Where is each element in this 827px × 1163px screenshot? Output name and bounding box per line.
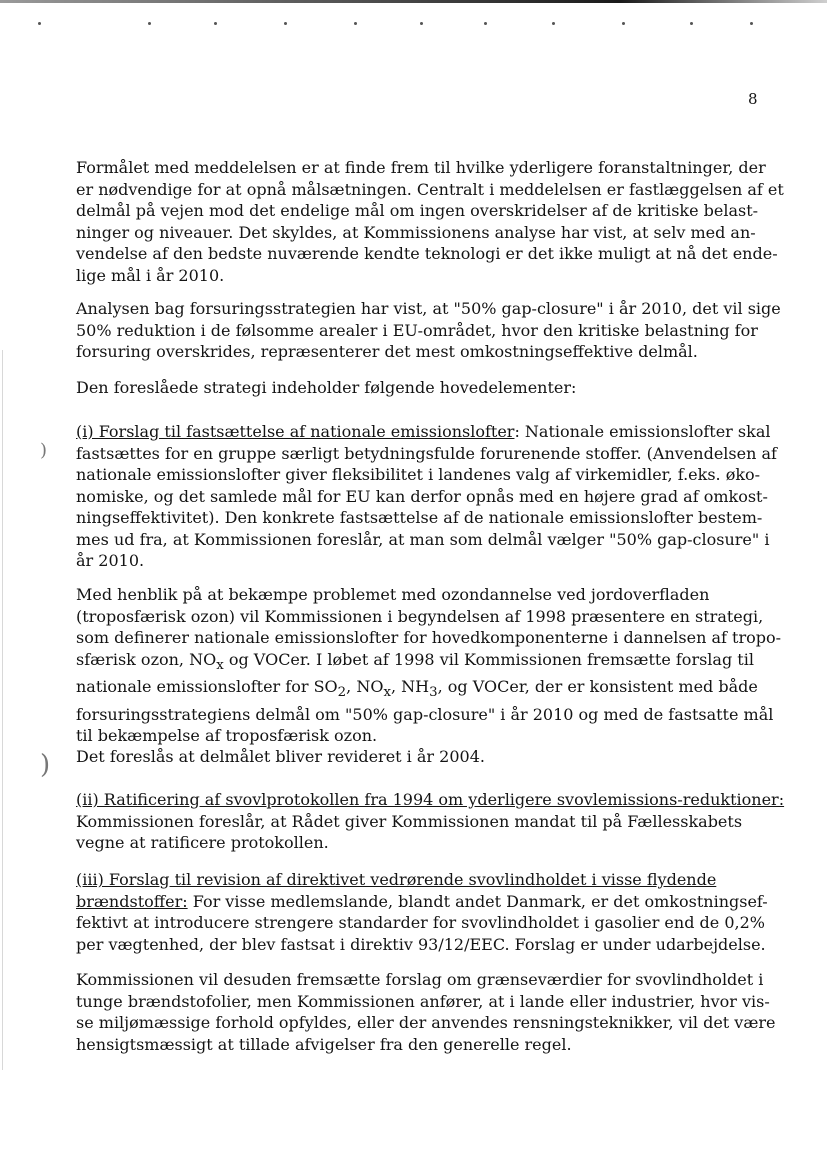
- text-line: ninger og niveauer. Det skyldes, at Kommissionens analyse har vist, at selv med an-: [76, 222, 756, 242]
- section-heading-i: (i) Forslag til fastsættelse af nationale emissionslofter: [76, 422, 515, 441]
- subscript: x: [383, 685, 391, 701]
- paragraph-item-iii: [76, 869, 766, 955]
- text-line: år 2010.: [76, 551, 145, 570]
- text-line: tunge brændstofolier, men Kommissionen anfører, at i lande eller industrier, hvor vis-: [76, 991, 770, 1011]
- text-line: forsuringsstrategiens delmål om "50% gap-closure" i år 2010 og med de fastsatte mål: [76, 704, 774, 724]
- text-line: se miljømæssige forhold opfyldes, eller der anvendes rensningsteknikker, vil det være: [76, 1013, 776, 1032]
- text-line: [76, 891, 766, 913]
- text-line: nomiske, og det samlede mål for EU kan derfor opnås med en højere grad af omkost-: [76, 486, 768, 506]
- text-line: nationale emissionslofter giver fleksibilitet i landenes valg af virkemidler, f.eks. øko-: [76, 465, 761, 484]
- scan-top-edge: [0, 0, 827, 3]
- text-line: delmål på vejen mod det endelige mål om ingen overskridelser af de kritiske belast-: [76, 201, 759, 220]
- text-line: Den foreslåede strategi indeholder følgende hovedelementer:: [76, 378, 577, 397]
- text-line: hensigtsmæssigt at tillade afvigelser fra den generelle regel.: [76, 1034, 572, 1054]
- text-line: lige mål i år 2010.: [76, 265, 225, 285]
- text-fragment: , NH: [390, 677, 430, 697]
- paragraph-revision: [76, 746, 766, 768]
- paragraph-ozon: [76, 584, 782, 747]
- text-line: vendelse af den bedste nuværende kendte teknologi er det ikke muligt at nå det ende-: [76, 244, 778, 263]
- text-line: Formålet med meddelelsen er at finde frem til hvilke yderligere foranstaltninger, der: [76, 158, 766, 177]
- text-fragment: For visse medlemslande, blandt andet Danmark, er det omkostningsef-: [187, 891, 768, 911]
- text-fragment: , NO: [346, 677, 384, 697]
- section-heading-ii: (ii) Ratificering af svovlprotokollen fra 1994 om yderligere svovlemissions-reduktioner:: [76, 790, 785, 809]
- text-line: (troposfærisk ozon) vil Kommissionen i begyndelsen af 1998 præsentere en strategi,: [76, 606, 764, 626]
- subscript: 2: [337, 685, 347, 701]
- text-line: Det foreslås at delmålet bliver revideret i år 2004.: [76, 747, 485, 766]
- text-fragment: nationale emissionslofter for SO: [76, 677, 338, 697]
- text-line: mes ud fra, at Kommissionen foreslår, at man som delmål vælger "50% gap-closure" i: [76, 529, 770, 549]
- text-line: [76, 421, 771, 443]
- text-line: Analysen bag forsuringsstrategien har vist, at "50% gap-closure" i år 2010, det vil sige: [76, 299, 781, 318]
- page-number: 8: [748, 90, 758, 108]
- section-heading-iii-cont: brændstoffer:: [76, 891, 188, 911]
- text-line: [76, 649, 766, 677]
- subscript: 3: [429, 685, 438, 701]
- paragraph-heavy-fuel: [76, 969, 776, 1055]
- text-fragment: sfærisk ozon, NO: [76, 649, 217, 669]
- paragraph-analysis: [76, 298, 781, 363]
- text-line: som definerer nationale emissionslofter for hovedkomponenterne i dannelsen af tropo-: [76, 628, 782, 647]
- binding-hole-mark: ): [40, 440, 48, 461]
- text-line: per vægtenhed, der blev fastsat i direktiv 93/12/EEC. Forslag er under udarbejdelse.: [76, 934, 766, 954]
- text-line: fastsættes for en gruppe særligt betydningsfulde forurenende stoffer. (Anvendelsen af: [76, 443, 777, 463]
- text-line: er nødvendige for at opnå målsætningen. Centralt i meddelelsen er fastlæggelsen af et: [76, 179, 784, 199]
- subscript: x: [216, 657, 224, 673]
- scan-margin-shadow: [2, 350, 3, 1070]
- text-line: Kommissionen vil desuden fremsætte forslag om grænseværdier for svovlindholdet i: [76, 970, 764, 989]
- text-fragment: og VOCer. I løbet af 1998 vil Kommissionen fremsætte forslag til: [223, 649, 754, 669]
- paragraph-strategy-intro: [76, 377, 766, 399]
- text-line: Med henblik på at bekæmpe problemet med ozondannelse ved jordoverfladen: [76, 585, 710, 604]
- binding-hole-mark: ): [40, 750, 51, 780]
- section-heading-iii: (iii) Forslag til revision af direktivet vedrørende svovlindholdet i visse flydende: [76, 870, 717, 889]
- text-line: forsuring overskrides, repræsenterer det mest omkostningseffektive delmål.: [76, 342, 698, 361]
- text-line: til bekæmpelse af troposfærisk ozon.: [76, 726, 378, 746]
- scan-perforation-dots: [0, 22, 827, 28]
- paragraph-item-ii: [76, 789, 785, 854]
- text-fragment: : Nationale emissionslofter skal: [514, 422, 771, 441]
- text-line: 50% reduktion i de følsomme arealer i EU-området, hvor den kritiske belastning for: [76, 320, 758, 340]
- paragraph-purpose: [76, 157, 784, 286]
- text-line: fektivt at introducere strengere standarder for svovlindholdet i gasolier end de 0,2%: [76, 913, 765, 932]
- text-line: ningseffektivitet). Den konkrete fastsættelse af de nationale emissionslofter bestem-: [76, 508, 763, 527]
- text-line: [76, 676, 766, 704]
- text-fragment: , og VOCer, der er konsistent med både: [437, 677, 758, 697]
- text-line: vegne at ratificere protokollen.: [76, 833, 329, 852]
- text-line: Kommissionen foreslår, at Rådet giver Kommissionen mandat til på Fællesskabets: [76, 811, 743, 831]
- paragraph-item-i: [76, 421, 777, 572]
